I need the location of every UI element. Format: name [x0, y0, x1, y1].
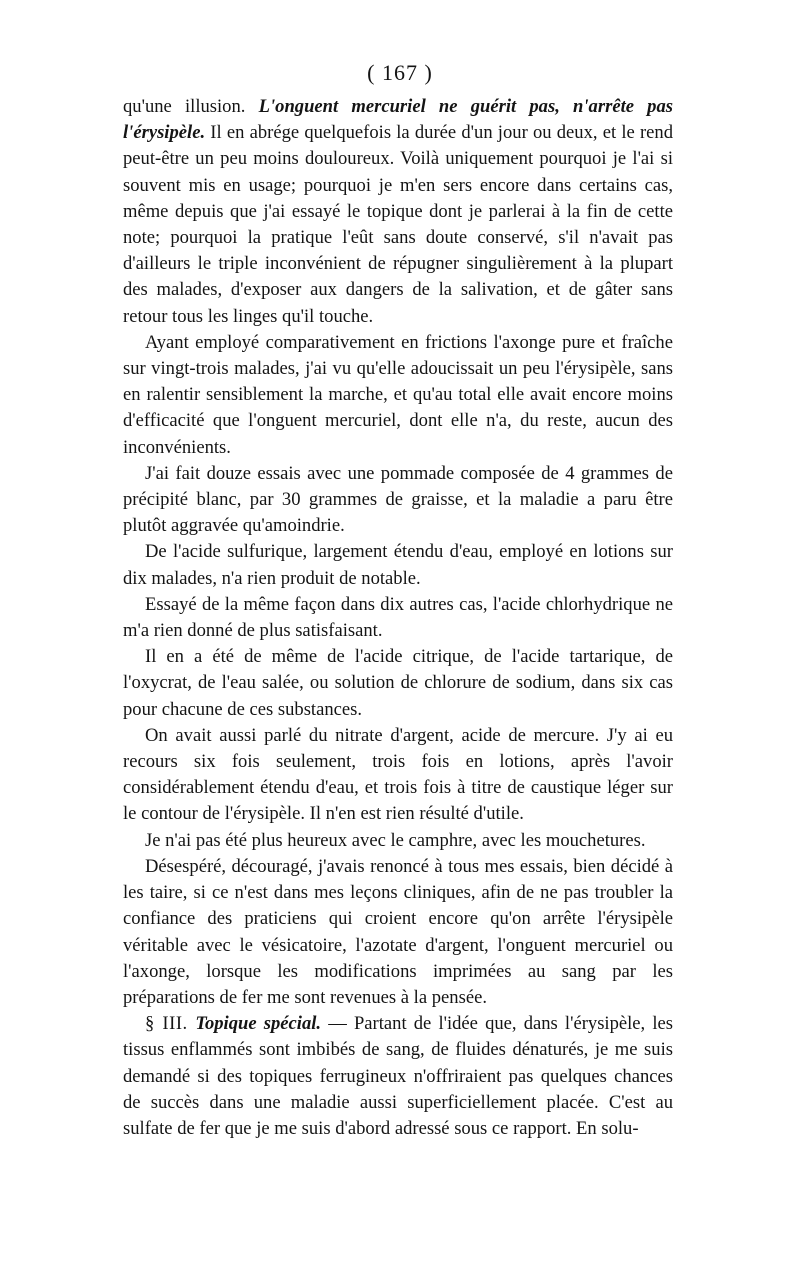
paragraph-2: Ayant employé comparativement en frictions l'axonge pure et fraîche sur vingt-trois malades, j'ai vu qu'elle adoucissait un peu l'érysipèle, sans en ralentir sensiblement la marche, et qu'au total elle avait encore moins d'efficacité que l'onguent mercuriel, dont elle n'a, du reste, aucun des inconvénients.: [123, 331, 673, 458]
paragraph-5: Essayé de la même façon dans dix autres cas, l'acide chlorhydrique ne m'a rien donné de plus satisfaisant.: [123, 593, 673, 642]
paragraph-8: Je n'ai pas été plus heureux avec le camphre, avec les mouchetures.: [145, 829, 646, 851]
paragraph-10: [123, 1011, 673, 1142]
page-number: ( 167 ): [367, 60, 433, 85]
paragraph-1-lead: qu'une illusion.: [123, 96, 259, 117]
paragraph-10-rest: — Partant de l'idée que, dans l'érysipèle, les tissus enflammés sont imbibés de sang, de fluides dénaturés, je me suis demandé si des topiques ferrugineux n'offriraient pas quelques chances de succès dans une maladie aussi superficiellement placée. C'est au sulfate de fer que je me suis d'abord adressé sous ce rapport. En solu-: [123, 1013, 674, 1139]
paragraph-7: On avait aussi parlé du nitrate d'argent, acide de mercure. J'y ai eu recours six fois seulement, trois fois en lotions, après l'avoir considérablement étendu d'eau, et trois fois à titre de caustique léger sur le contour de l'érysipèle. Il n'en est rien résulté d'utile.: [123, 724, 673, 825]
paragraph-1-emphasis: L'onguent mercuriel ne guérit pas, n'arrête pas l'érysipèle.: [123, 96, 674, 144]
body-text: [123, 94, 673, 1142]
section-marker: § III.: [145, 1013, 196, 1035]
paragraph-4: De l'acide sulfurique, largement étendu d'eau, employé en lotions sur dix malades, n'a rien produit de notable.: [123, 541, 673, 589]
paragraph-1: [123, 94, 673, 330]
paragraph-1-rest: Il en abrége quelquefois la durée d'un jour ou deux, et le rend peut-être un peu moins douloureux. Voilà uniquement pourquoi je l'ai si souvent mis en usage; pourquoi je m'en sers encore dans certains cas, même depuis que j'ai essayé le topique dont je parlerai à la fin de cette note; pourquoi la pratique l'eût sans doute conservé, s'il n'avait pas d'ailleurs le triple inconvénient de répugner singulièrement à la plupart des malades, d'exposer aux dangers de la salivation, et de gâter sans retour tous les linges qu'il touche.: [123, 122, 673, 327]
paragraph-6: Il en a été de même de l'acide citrique, de l'acide tartarique, de l'oxycrat, de l'eau salée, ou solution de chlorure de sodium, dans six cas pour chacune de ces substances.: [123, 646, 673, 720]
section-title: Topique spécial.: [195, 1013, 322, 1035]
paragraph-3: J'ai fait douze essais avec une pommade composée de 4 grammes de précipité blanc, par 30 grammes de graisse, et la maladie a paru être plutôt aggravée qu'amoindrie.: [123, 462, 673, 537]
paragraph-9: Désespéré, découragé, j'avais renoncé à tous mes essais, bien décidé à les taire, si ce n'est dans mes leçons cliniques, afin de ne pas troubler la confiance des praticiens qui croient encore qu'on arrête l'érysipèle véritable avec le vésicatoire, l'azotate d'argent, l'onguent mercuriel ou l'axonge, lorsque les modifications imprimées au sang par les préparations de fer me sont revenues à la pensée.: [123, 855, 673, 1008]
